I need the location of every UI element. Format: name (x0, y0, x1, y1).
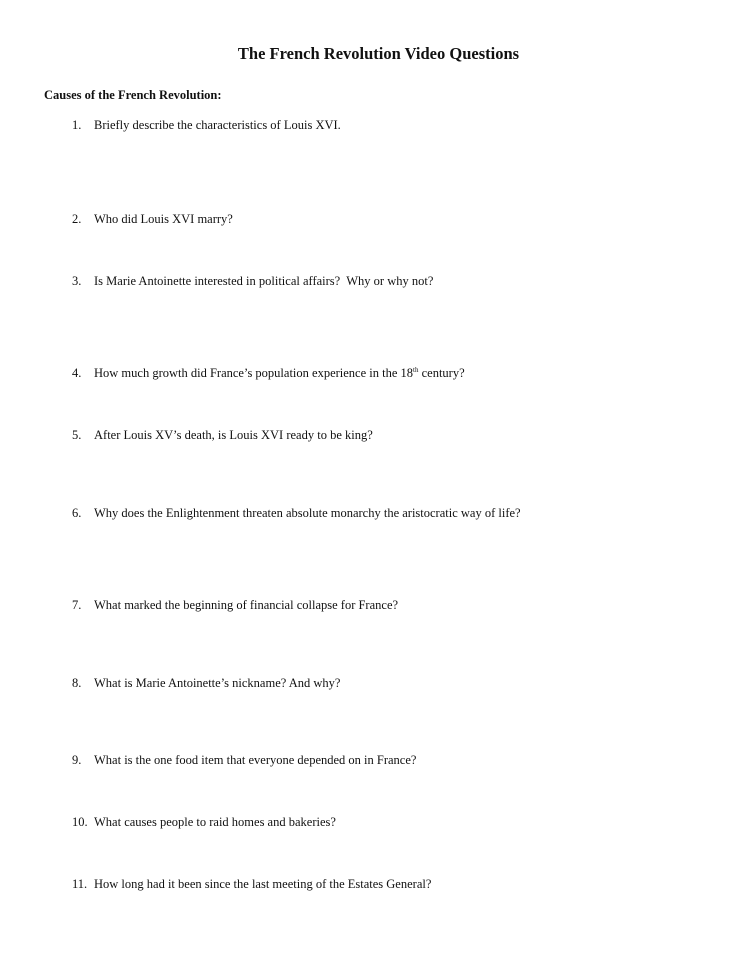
question-5 (72, 428, 373, 443)
question-number: 11. (72, 877, 88, 891)
question-text: How long had it been since the last meeting of the Estates General? (94, 877, 432, 891)
question-3 (72, 274, 433, 289)
question-number: 2. (72, 212, 82, 226)
question-text: After Louis XV’s death, is Louis XVI ready to be king? (94, 428, 373, 442)
question-number: 6. (72, 506, 82, 520)
question-text: Briefly describe the characteristics of Louis XVI. (94, 118, 341, 132)
question-number: 10. (72, 815, 88, 829)
question-8 (72, 676, 340, 691)
question-number: 9. (72, 753, 82, 767)
question-text: What is Marie Antoinette’s nickname? And why? (94, 676, 341, 690)
question-9 (72, 753, 416, 768)
question-text-after: century? (418, 366, 465, 381)
question-1 (72, 118, 341, 133)
question-text: Why does the Enlightenment threaten absolute monarchy the aristocratic way of life? (94, 506, 521, 520)
question-6 (72, 506, 521, 521)
question-number: 8. (72, 676, 82, 690)
question-number: 7. (72, 598, 82, 612)
question-number: 5. (72, 428, 82, 442)
question-11 (72, 877, 431, 892)
question-number: 3. (72, 274, 82, 288)
question-text: How much growth did France’s population experience in the 18 (94, 366, 414, 381)
question-text: What is the one food item that everyone depended on in France? (94, 753, 417, 767)
superscript: th (413, 366, 419, 374)
document-title: The French Revolution Video Questions (237, 44, 520, 63)
question-text: What marked the beginning of financial collapse for France? (94, 598, 399, 612)
question-number: 4. (72, 366, 82, 381)
question-4 (72, 366, 465, 381)
question-10 (72, 815, 336, 830)
question-text: Is Marie Antoinette interested in political affairs? Why or why not? (94, 274, 434, 288)
question-7 (72, 598, 398, 613)
question-number: 1. (72, 118, 82, 132)
question-2 (72, 212, 233, 227)
section-heading: Causes of the French Revolution: (44, 88, 222, 102)
question-text: Who did Louis XVI marry? (94, 212, 233, 226)
question-text: What causes people to raid homes and bakeries? (94, 815, 336, 829)
